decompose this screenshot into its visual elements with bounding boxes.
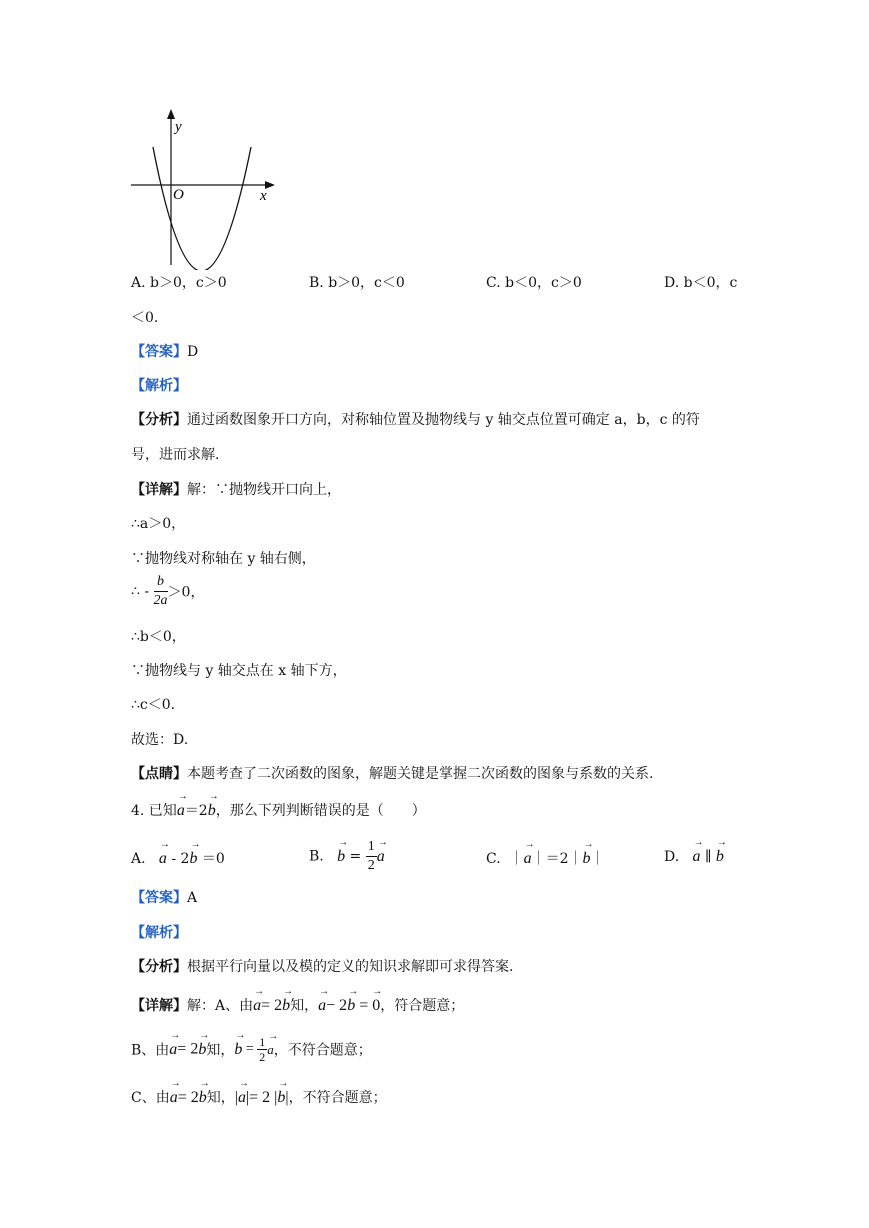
equals: = bbox=[242, 1041, 258, 1057]
answer-value: A bbox=[187, 890, 198, 906]
xiangjie-tag: 【详解】 bbox=[131, 482, 187, 498]
vector-b: → b bbox=[199, 1089, 207, 1107]
q4-option-c-label: C. bbox=[486, 851, 501, 867]
vector-a: → a bbox=[267, 1042, 274, 1058]
q3-step-8: 故选：D. bbox=[131, 732, 189, 748]
q3-option-a: A. b＞0，c＞0 bbox=[131, 275, 227, 291]
fraction-one-half bbox=[257, 1035, 267, 1064]
vector-b: → b bbox=[189, 850, 197, 868]
dianjing-text: 本题考查了二次函数的图象，解题关键是掌握二次函数的图象与系数的关系. bbox=[187, 766, 654, 782]
q3-answer bbox=[131, 341, 198, 361]
q4-fenxi bbox=[131, 956, 513, 976]
fraction-numerator: 1 bbox=[366, 838, 377, 857]
fraction-denominator: 2a bbox=[153, 593, 168, 608]
q4-stem-pre: 4. 已知 bbox=[131, 803, 177, 819]
q4-option-b bbox=[309, 838, 385, 875]
step-4-pre: ∴ - bbox=[131, 583, 150, 600]
vector-b: → b bbox=[208, 802, 216, 820]
q3-fenxi-line2: 号，进而求解. bbox=[131, 447, 220, 463]
vector-b: → b bbox=[583, 850, 591, 868]
vector-a: → a bbox=[238, 1089, 246, 1107]
q4-stem-post: ，那么下列判断错误的是（ ） bbox=[215, 803, 426, 819]
line-c-mid: 知， bbox=[206, 1090, 235, 1106]
vector-b: → b bbox=[198, 1041, 206, 1059]
line-b-post: ，不符合题意； bbox=[273, 1042, 372, 1059]
parabola-curve bbox=[153, 147, 251, 270]
fenxi-text: 根据平行向量以及模的定义的知识求解即可求得答案. bbox=[187, 959, 514, 975]
fraction-one-half bbox=[366, 838, 377, 875]
q3-analysis-tag: 【解析】 bbox=[131, 378, 187, 394]
line-a-post: ，符合题意； bbox=[380, 998, 465, 1014]
q4-option-b-eq: = bbox=[345, 848, 366, 865]
q3-fenxi bbox=[131, 409, 700, 429]
q4-detail-b bbox=[131, 1035, 372, 1064]
q4-option-a-mid: - 2 bbox=[166, 851, 190, 867]
abs-eq-2: ｜＝2｜ bbox=[531, 851, 583, 867]
q3-step-4 bbox=[131, 573, 204, 610]
q3-option-d: D. b＜0，c bbox=[664, 275, 738, 291]
line-c-pre: C、由 bbox=[131, 1090, 170, 1106]
vector-b: → b bbox=[277, 1089, 285, 1107]
fraction-numerator: 1 bbox=[259, 1035, 266, 1049]
fraction-denominator: 2 bbox=[259, 1050, 266, 1064]
vector-a: → a bbox=[524, 850, 532, 868]
fraction-b-over-2a bbox=[154, 573, 168, 610]
line-b-mid: 知， bbox=[206, 1042, 235, 1059]
q4-detail-a bbox=[131, 995, 464, 1015]
line-a-pre: 解：A、由 bbox=[187, 998, 254, 1014]
minus-2: − 2 bbox=[326, 997, 348, 1014]
q4-stem-eq: ＝2 bbox=[184, 803, 208, 819]
abs-bar-left: ｜ bbox=[509, 851, 524, 867]
fenxi-tag: 【分析】 bbox=[131, 959, 187, 975]
vector-b: → b bbox=[347, 997, 355, 1015]
vector-a: → a bbox=[253, 997, 261, 1015]
q3-option-d-cont: ＜0. bbox=[131, 310, 159, 326]
xiangjie-tag: 【详解】 bbox=[131, 998, 187, 1014]
vector-a: → a bbox=[159, 850, 167, 868]
q4-analysis-tag: 【解析】 bbox=[131, 925, 187, 941]
q4-detail-c bbox=[131, 1087, 387, 1107]
vector-b: → b bbox=[282, 997, 290, 1015]
equals: = bbox=[355, 997, 373, 1014]
line-c-post: ，不符合题意； bbox=[288, 1090, 387, 1106]
q3-option-c: C. b＜0，c＞0 bbox=[486, 275, 582, 291]
fenxi-tag: 【分析】 bbox=[131, 412, 187, 428]
eq-2: = 2 bbox=[177, 1040, 199, 1058]
origin-label: O bbox=[173, 187, 184, 203]
vector-a: → a bbox=[177, 802, 185, 820]
q3-option-b: B. b＞0，c＜0 bbox=[309, 275, 405, 291]
q4-answer bbox=[131, 887, 197, 907]
vector-a: → a bbox=[170, 1089, 178, 1107]
answer-value: D bbox=[187, 344, 199, 360]
vector-a: → a bbox=[377, 848, 385, 866]
vector-b: → b bbox=[337, 848, 345, 866]
vector-a: → a bbox=[169, 1041, 177, 1059]
fenxi-text: 通过函数图象开口方向，对称轴位置及抛物线与 y 轴交点位置可确定 a，b，c 的符 bbox=[187, 412, 700, 428]
q4-option-d bbox=[664, 848, 724, 866]
q3-step-2: ∴a＞0， bbox=[131, 516, 186, 532]
line-a-mid: 知， bbox=[290, 998, 319, 1014]
abs-bar: | bbox=[234, 1089, 238, 1106]
line-b-pre: B、由 bbox=[131, 1042, 170, 1059]
x-axis-label: x bbox=[260, 188, 267, 204]
q4-stem bbox=[131, 800, 426, 820]
abs-bar-right: ｜ bbox=[590, 851, 605, 867]
step-4-post: ＞0， bbox=[167, 584, 205, 601]
eq-2: = 2 bbox=[177, 1089, 199, 1106]
q3-xiangjie bbox=[131, 479, 341, 499]
q4-option-d-label: D. bbox=[664, 849, 680, 865]
abs-eq-2: |= 2 | bbox=[245, 1089, 278, 1106]
q4-option-a-label: A. bbox=[131, 851, 146, 867]
q4-option-a bbox=[131, 848, 225, 868]
q4-option-b-label: B. bbox=[309, 848, 324, 865]
q3-step-3: ∵抛物线对称轴在 y 轴右侧， bbox=[131, 551, 316, 567]
parallel-symbol: ∥ bbox=[700, 849, 716, 865]
vector-b: → b bbox=[234, 1041, 242, 1059]
fraction-denominator: 2 bbox=[367, 858, 375, 873]
parabola-graph bbox=[125, 105, 285, 270]
dianjing-tag: 【点睛】 bbox=[131, 766, 187, 782]
q3-step-7: ∴c＜0. bbox=[131, 697, 176, 713]
answer-tag: 【答案】 bbox=[131, 890, 187, 906]
q3-step-6: ∵抛物线与 y 轴交点在 x 轴下方， bbox=[131, 663, 347, 679]
q3-step-5: ∴b＜0， bbox=[131, 629, 186, 645]
y-axis-arrow bbox=[167, 109, 175, 119]
abs-bar: | bbox=[285, 1089, 289, 1106]
y-axis-label: y bbox=[175, 119, 182, 135]
zero-vector: → 0 bbox=[372, 997, 380, 1015]
q3-dianjing bbox=[131, 763, 653, 783]
q4-option-a-end: ＝0 bbox=[197, 851, 225, 867]
vector-a: → a bbox=[318, 997, 326, 1015]
eq-2: = 2 bbox=[261, 997, 283, 1014]
step-1: 解：∵抛物线开口向上， bbox=[187, 482, 341, 498]
vector-b: → b bbox=[716, 848, 724, 866]
q4-option-c bbox=[486, 848, 605, 868]
fraction-numerator: b bbox=[154, 573, 168, 592]
answer-tag: 【答案】 bbox=[131, 344, 187, 360]
vector-a: → a bbox=[693, 848, 701, 866]
